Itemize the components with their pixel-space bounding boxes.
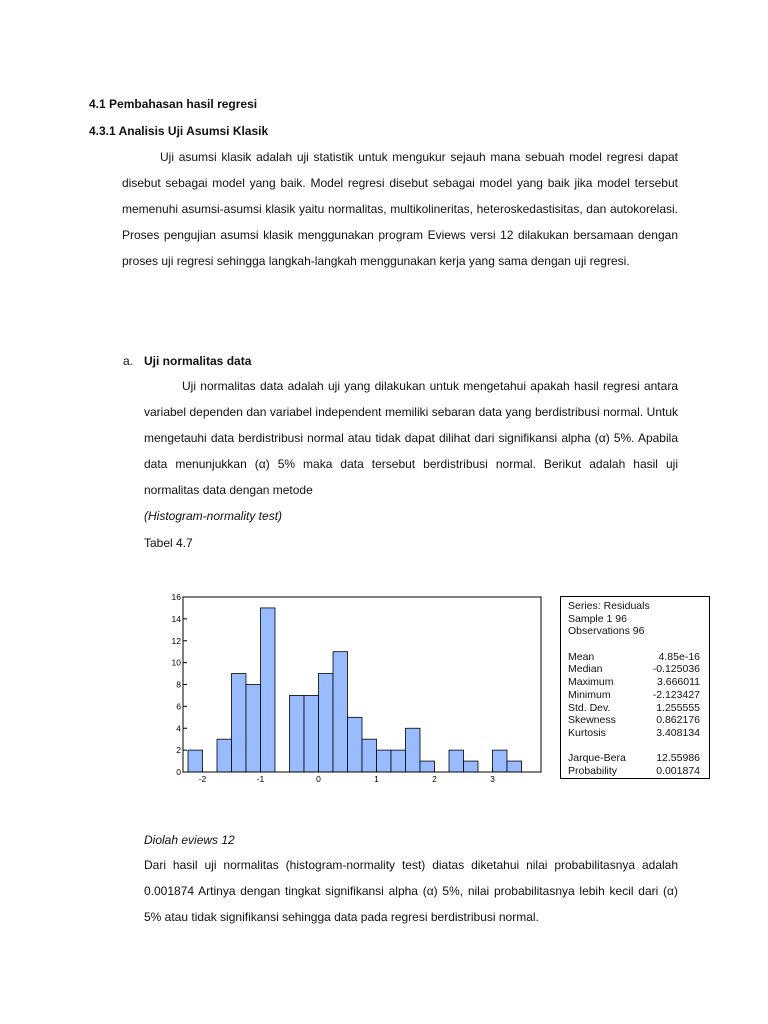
section-a-title: Uji normalitas data — [144, 354, 252, 368]
list-marker: a. — [123, 354, 134, 368]
section-heading: 4.1 Pembahasan hasil regresi — [89, 97, 258, 111]
y-tick-label: 14 — [171, 613, 181, 624]
histogram-bars — [188, 608, 522, 772]
stat-label: Std. Dev. — [568, 701, 611, 714]
stat-row-minimum — [561, 689, 709, 702]
x-tick-label: -1 — [256, 773, 265, 784]
stat-label: Skewness — [568, 714, 616, 727]
conclusion-paragraph: Dari hasil uji normalitas (histogram-normality test) diatas diketahui nilai probabilitasnya adalah 0.001874 Artinya dengan tingkat signifikansi alpha (α) 5%, nilai probabilitasnya lebih kecil dari (α) 5% atau tidak signifikansi sehingga data pada regresi berdistribusi normal. — [144, 858, 678, 924]
series-label: Series: Residuals — [568, 600, 650, 612]
subsection-heading: 4.3.1 Analisis Uji Asumsi Klasik — [89, 124, 269, 138]
stat-row-skewness — [561, 714, 709, 727]
observations-label: Observations 96 — [568, 625, 645, 638]
stat-value: 12.55986 — [656, 752, 700, 765]
y-tick-label: 4 — [176, 723, 181, 734]
stat-label: Mean — [568, 650, 595, 663]
sample-label: Sample 1 96 — [568, 612, 627, 625]
statistics-panel — [560, 596, 710, 779]
histogram-bar — [246, 685, 261, 773]
histogram-bar — [304, 695, 319, 772]
histogram-bar — [319, 674, 334, 772]
normality-paragraph: Uji normalitas data adalah uji yang dilakukan untuk mengetahui apakah hasil regresi antara variabel dependen dan variabel independent memiliki sebaran data yang berdistribusi normal. Untuk mengetauhi data berdistribusi normal atau tidak dapat dilihat dari signifikansi alpha (α) 5%. Apabila data menunjukkan (α) 5% maka data tersebut berdistribusi normal. Berikut adalah hasil uji normalitas data dengan metode — [144, 379, 678, 497]
stat-value: 3.666011 — [656, 676, 700, 689]
stat-row-maximum — [561, 676, 709, 689]
histogram-bar — [507, 761, 522, 772]
histogram-bar — [449, 750, 464, 772]
stat-row-jarque-bera — [561, 752, 709, 765]
y-axis — [172, 592, 187, 777]
table-label: Tabel 4.7 — [144, 536, 193, 550]
x-tick-label: -2 — [198, 773, 207, 784]
histogram-bar — [333, 652, 348, 772]
stat-value: 0.862176 — [656, 714, 700, 727]
histogram-chart — [171, 592, 543, 784]
stat-label: Probability — [568, 764, 618, 777]
histogram-bar — [217, 739, 232, 772]
y-tick-label: 12 — [171, 635, 181, 646]
y-tick-label: 2 — [176, 745, 181, 756]
histogram-bar — [420, 761, 435, 772]
histogram-bar — [261, 608, 276, 772]
source-note: Diolah eviews 12 — [144, 833, 235, 847]
histogram-bar — [377, 750, 392, 772]
histogram-bar — [362, 739, 377, 772]
y-tick-label: 6 — [176, 701, 181, 712]
stat-value: 1.255555 — [656, 701, 700, 714]
x-tick-label: 1 — [374, 773, 379, 784]
y-tick-label: 0 — [176, 767, 181, 777]
stat-value: -2.123427 — [652, 688, 700, 701]
stat-row-mean — [561, 651, 709, 664]
stat-value: 0.001874 — [656, 764, 700, 777]
x-tick-label: 0 — [316, 773, 321, 784]
x-tick-label: 3 — [490, 773, 495, 784]
histogram-bar — [391, 750, 406, 772]
histogram-bar — [493, 750, 508, 772]
y-tick-label: 8 — [176, 679, 181, 690]
histogram-bar — [188, 750, 203, 772]
histogram-bar — [406, 728, 421, 772]
stat-label: Minimum — [568, 688, 611, 701]
method-label: (Histogram-normality test) — [144, 509, 283, 523]
stat-row-probability — [561, 765, 709, 778]
stat-row-kurtosis — [561, 727, 709, 740]
stat-label: Maximum — [568, 676, 614, 689]
stat-value: 3.408134 — [656, 726, 700, 739]
stat-value: -0.125036 — [652, 663, 700, 676]
stat-label: Jarque-Bera — [568, 752, 626, 765]
histogram-bar — [348, 717, 363, 772]
stat-row-median — [561, 663, 709, 676]
stat-label: Kurtosis — [568, 726, 606, 739]
histogram-bar — [464, 761, 479, 772]
y-tick-label: 10 — [171, 657, 181, 668]
histogram-bar — [290, 695, 305, 772]
stat-label: Median — [568, 663, 603, 676]
stat-row-std-dev — [561, 702, 709, 715]
histogram-bar — [232, 674, 247, 772]
y-tick-label: 16 — [171, 592, 181, 602]
x-tick-label: 2 — [432, 773, 437, 784]
intro-paragraph: Uji asumsi klasik adalah uji statistik untuk mengukur sejauh mana sebuah model regresi dapat disebut sebagai model yang baik. Model regresi disebut sebagai model yang baik jika model tersebut memenuhi asumsi-asumsi klasik yaitu normalitas, multikolineritas, heteroskedastisitas, dan autokorelasi. Proses pengujian asumsi klasik menggunakan program Eviews versi 12 dilakukan bersamaan dengan proses uji regresi sehingga langkah-langkah menggunakan kerja yang sama dengan uji regresi. — [122, 150, 678, 268]
stat-value: 4.85e-16 — [658, 650, 700, 663]
